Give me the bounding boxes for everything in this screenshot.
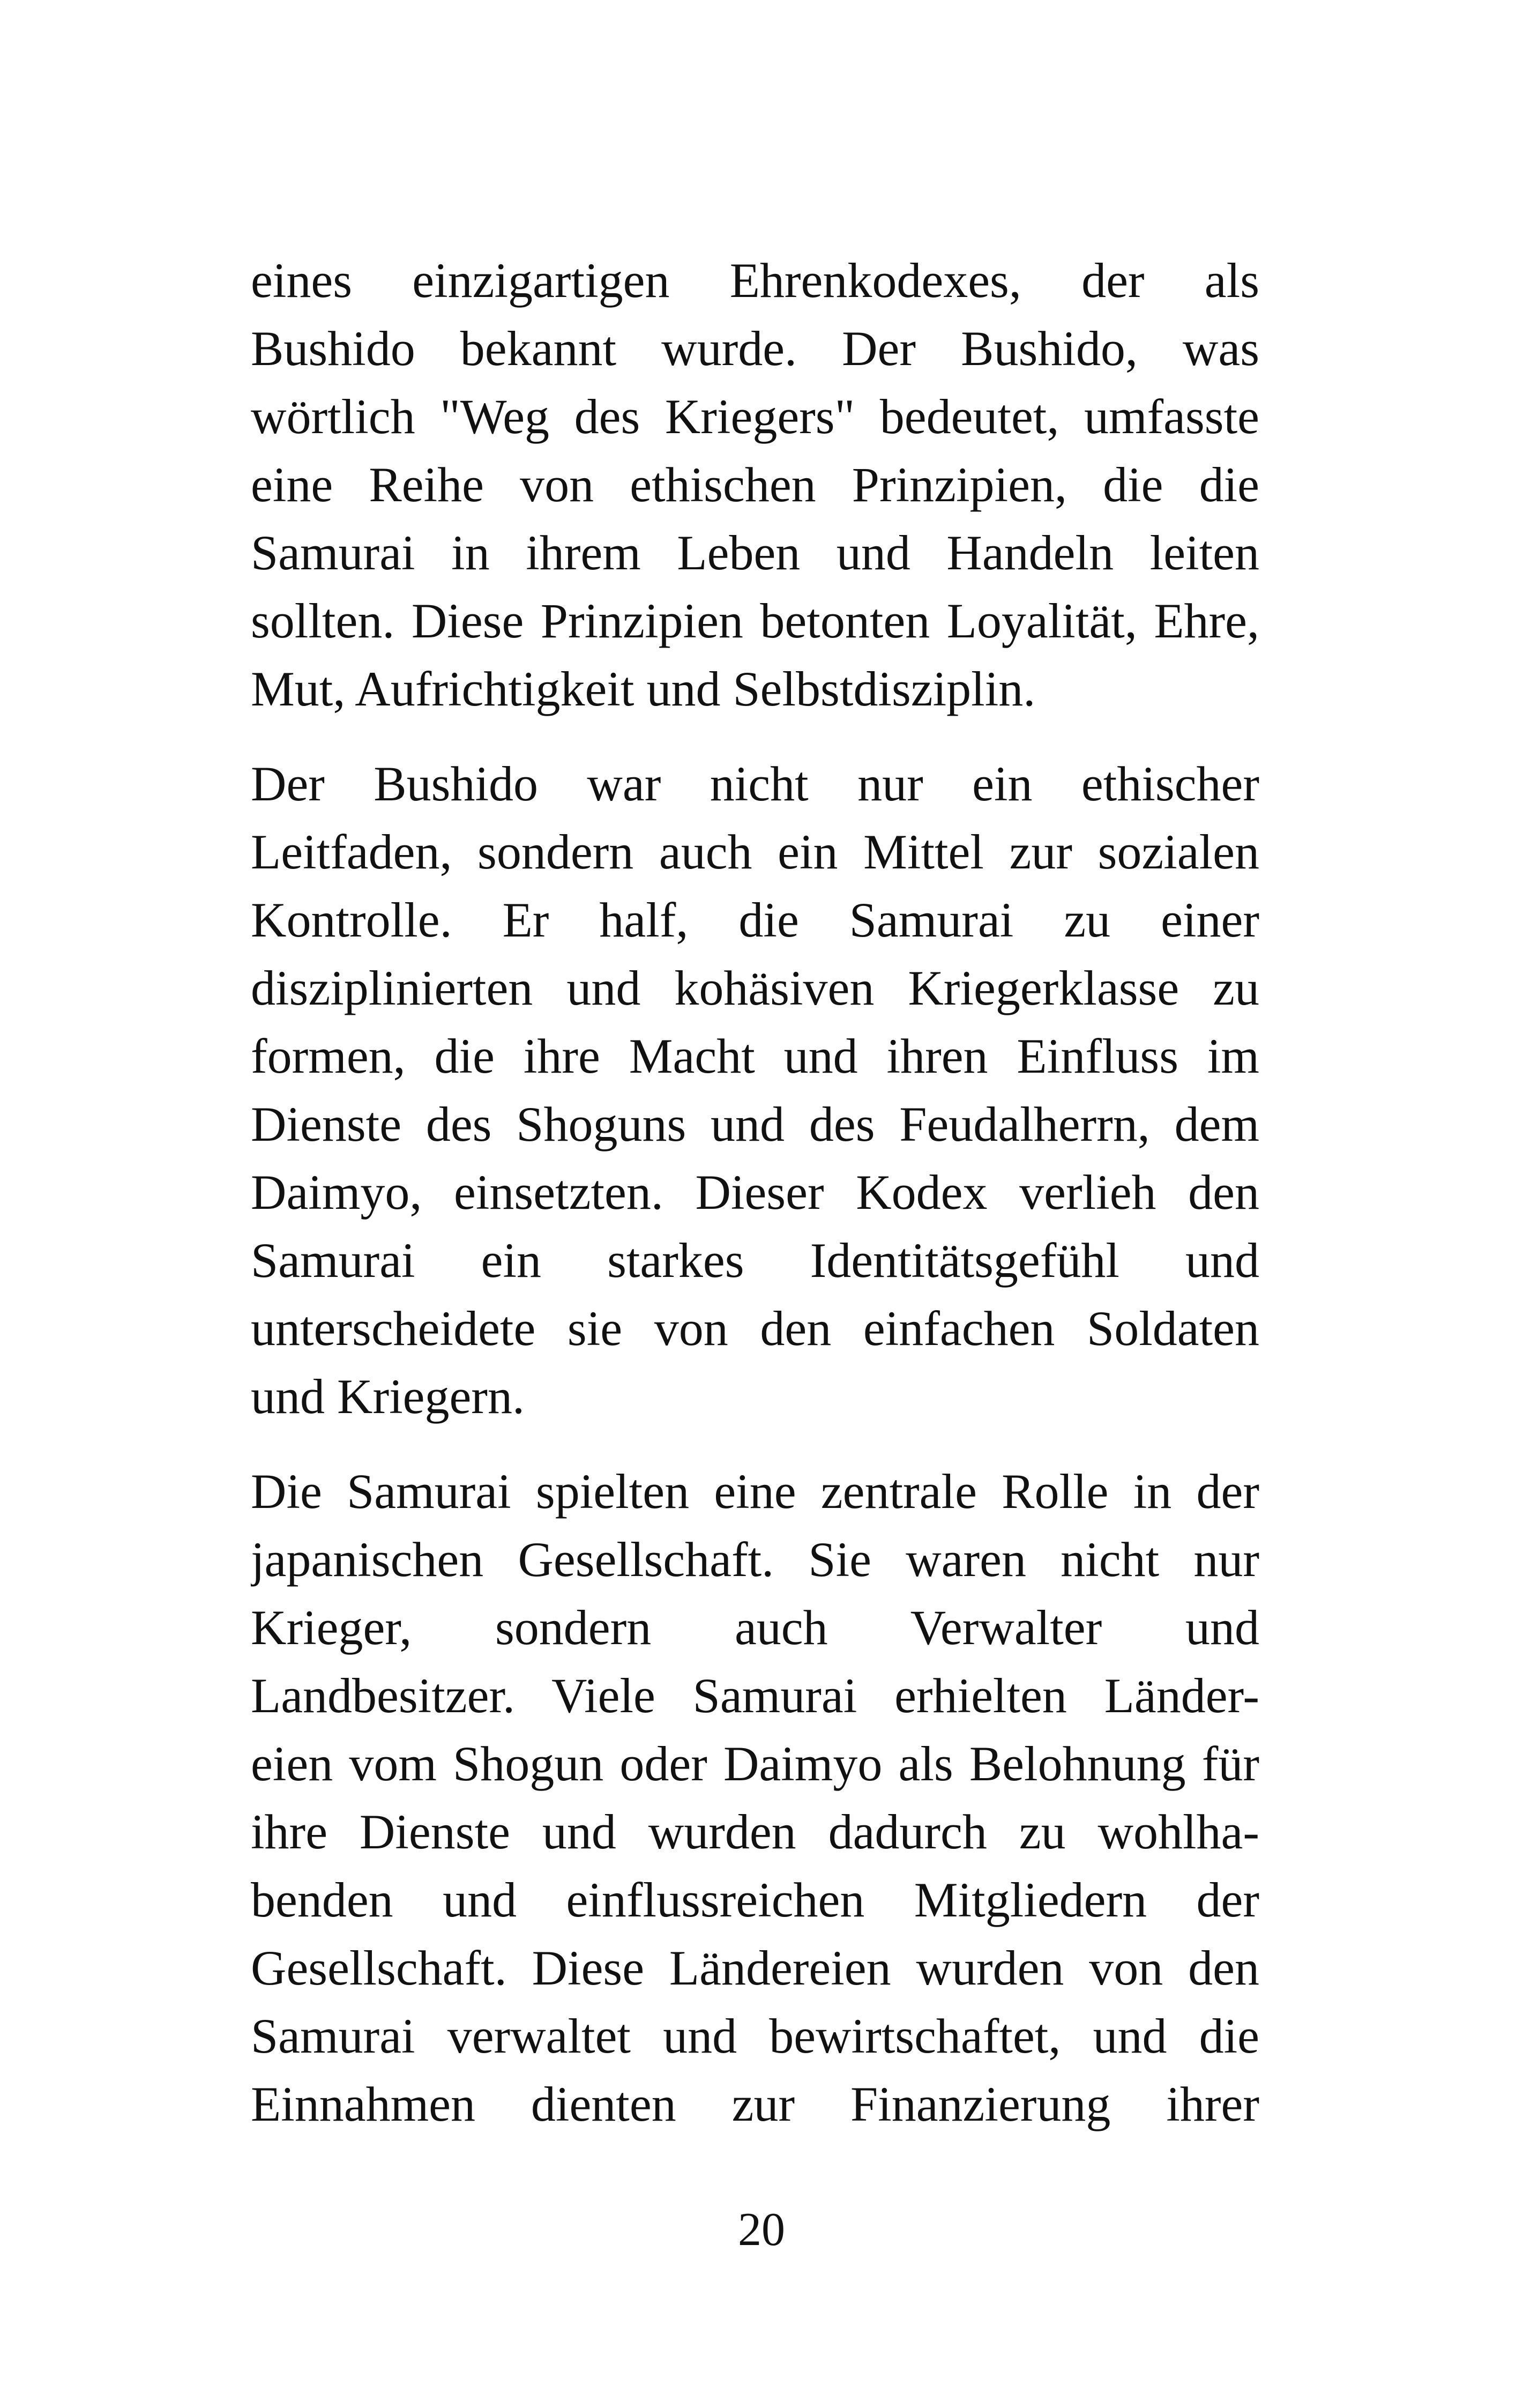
text-line: eien vom Shogun oder Daimyo als Belohnung für [251, 1736, 1259, 1791]
text-line: unterscheidete sie von den einfachen Soldaten [251, 1301, 1259, 1356]
paragraph-1 [251, 247, 1259, 723]
text-line: formen, die ihre Macht und ihren Einfluss im [251, 1029, 1259, 1083]
text-line: Daimyo, einsetzten. Dieser Kodex verlieh den [251, 1165, 1259, 1220]
paragraph-2 [251, 750, 1259, 1431]
text-line: und Kriegern. [251, 1369, 525, 1424]
page-number: 20 [738, 2204, 785, 2256]
text-line: eine Reihe von ethischen Prinzipien, die die [251, 457, 1259, 512]
text-line: Einnahmen dienten zur Finanzierung ihrer [251, 2077, 1259, 2131]
text-line: wörtlich "Weg des Kriegers" bedeutet, umfasste [251, 389, 1259, 444]
text-line: Krieger, sondern auch Verwalter und [251, 1600, 1259, 1655]
text-line: Samurai verwaltet und bewirtschaftet, und die [251, 2009, 1259, 2063]
text-line: japanischen Gesellschaft. Sie waren nicht nur [251, 1532, 1259, 1587]
text-line: Samurai in ihrem Leben und Handeln leiten [251, 525, 1259, 580]
text-line: eines einzigartigen Ehrenkodexes, der als [251, 253, 1259, 308]
text-line: Der Bushido war nicht nur ein ethischer [251, 756, 1259, 811]
text-line: benden und einflussreichen Mitgliedern der [251, 1872, 1259, 1927]
text-line: Dienste des Shoguns und des Feudalherrn, dem [251, 1097, 1259, 1151]
text-line: Die Samurai spielten eine zentrale Rolle in der [251, 1464, 1259, 1519]
text-line: disziplinierten und kohäsiven Kriegerklasse zu [251, 961, 1259, 1015]
text-line: Kontrolle. Er half, die Samurai zu einer [251, 893, 1259, 947]
text-line: Bushido bekannt wurde. Der Bushido, was [251, 321, 1259, 376]
paragraph-3 [251, 1458, 1259, 2138]
text-line: Landbesitzer. Viele Samurai erhielten Länder- [251, 1668, 1259, 1723]
body-text [251, 247, 1259, 2165]
text-line: Gesellschaft. Diese Ländereien wurden von den [251, 1941, 1259, 1995]
text-line: sollten. Diese Prinzipien betonten Loyalität, Ehre, [251, 593, 1259, 648]
text-line: ihre Dienste und wurden dadurch zu wohlha- [251, 1804, 1259, 1859]
text-line: Leitfaden, sondern auch ein Mittel zur sozialen [251, 824, 1259, 879]
text-line: Samurai ein starkes Identitätsgefühl und [251, 1233, 1259, 1288]
text-line: Mut, Aufrichtigkeit und Selbstdisziplin. [251, 662, 1036, 716]
